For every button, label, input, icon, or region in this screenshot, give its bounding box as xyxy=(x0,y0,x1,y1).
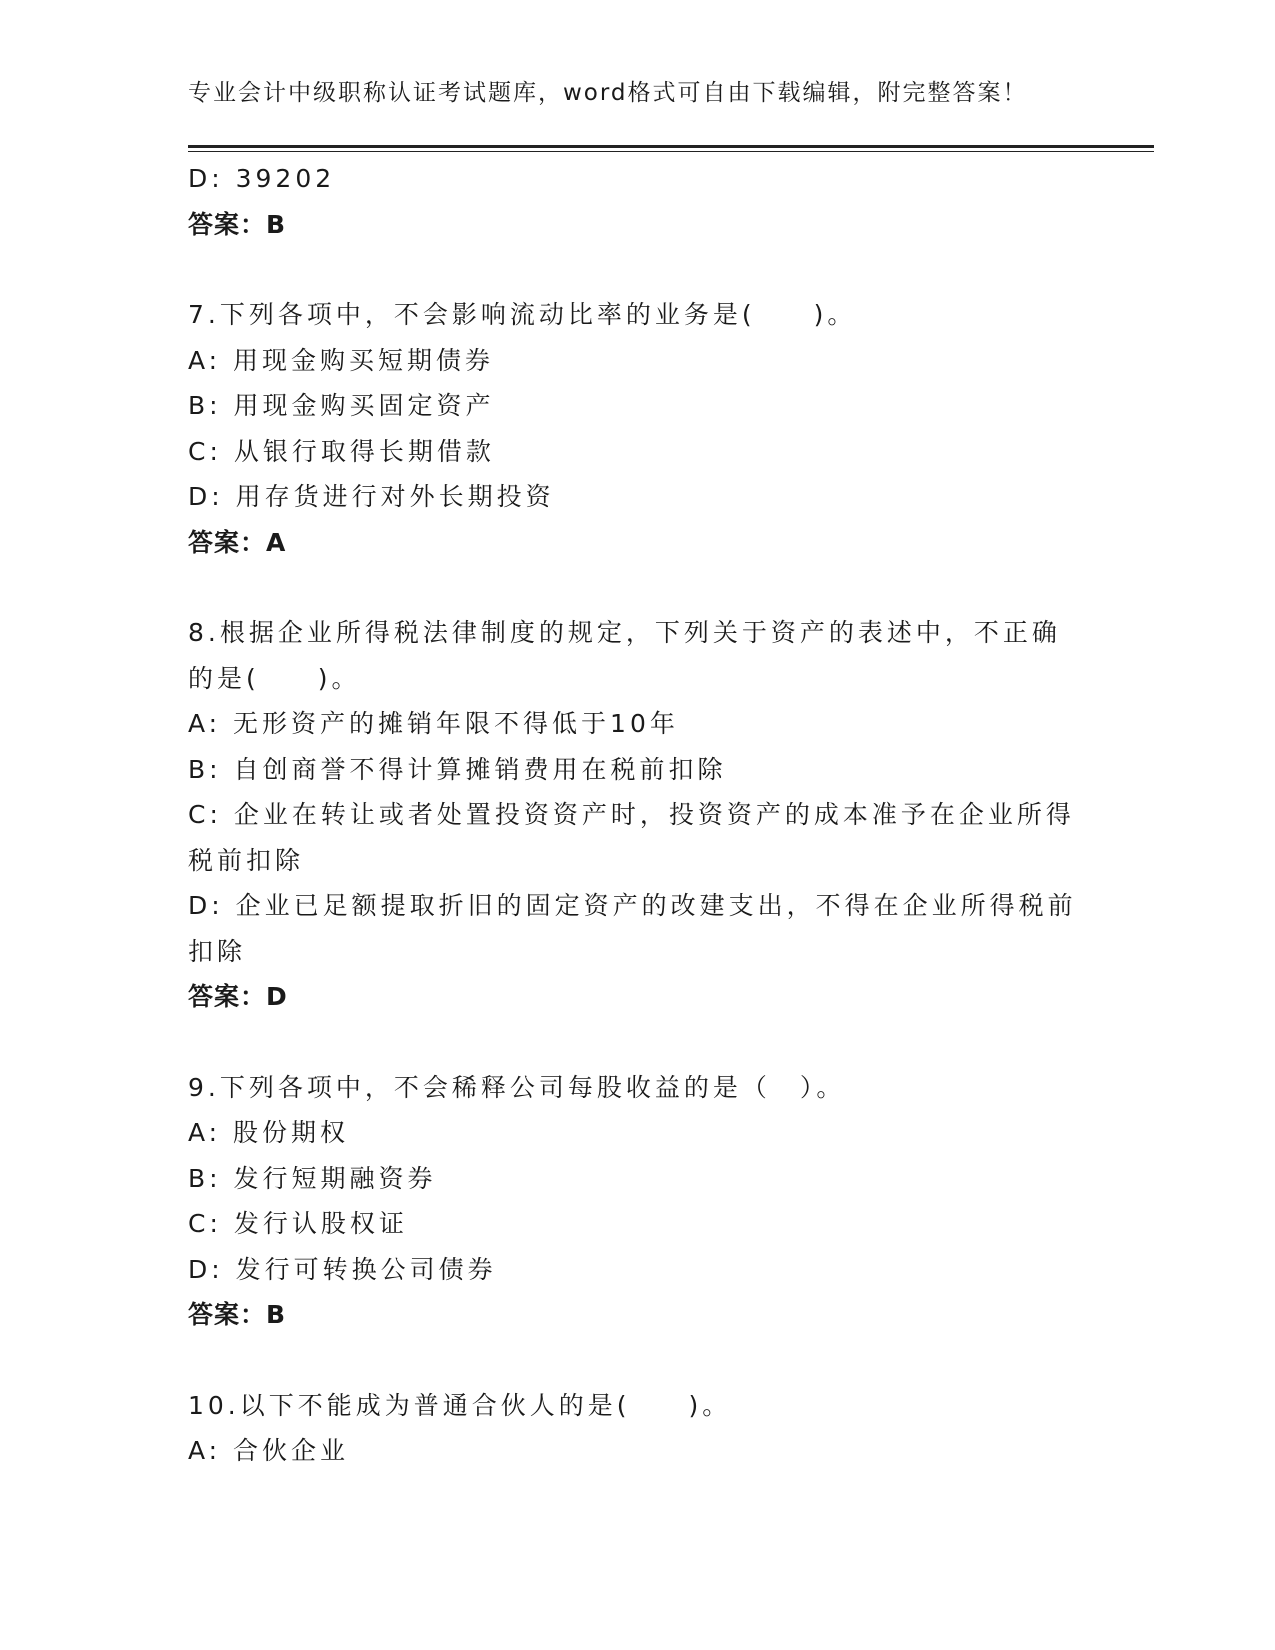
option-c: C: 从银行取得长期借款 xyxy=(188,436,495,466)
header-rule-thick xyxy=(188,145,1154,148)
option-c: C: 企业在转让或者处置投资资产时，投资资产的成本准予在企业所得 xyxy=(188,800,1075,829)
option-c-cont: 税前扣除 xyxy=(188,845,305,875)
question-9 xyxy=(188,1065,1088,1338)
option-b: B: 发行短期融资券 xyxy=(188,1163,437,1193)
option-c: C: 发行认股权证 xyxy=(188,1209,408,1238)
question-7 xyxy=(188,292,1088,565)
document-body xyxy=(188,156,1088,1474)
spacer xyxy=(188,565,1088,610)
answer: 答案：B xyxy=(188,209,287,239)
header-rule-thin xyxy=(188,151,1154,152)
question-stem: 7.下列各项中，不会影响流动比率的业务是( )。 xyxy=(188,300,857,329)
option-d-cont: 扣除 xyxy=(188,936,247,966)
question-stem: 9.下列各项中，不会稀释公司每股收益的是（ ）。 xyxy=(188,1072,846,1102)
option-d: D: 39202 xyxy=(188,164,336,193)
prev-question-tail xyxy=(188,156,1088,247)
spacer xyxy=(188,1338,1088,1383)
option-a: A: 合伙企业 xyxy=(188,1436,350,1465)
option-b: B: 用现金购买固定资产 xyxy=(188,391,495,420)
answer: 答案：D xyxy=(188,982,288,1011)
spacer xyxy=(188,247,1088,292)
question-stem: 8.根据企业所得税法律制度的规定，下列关于资产的表述中，不正确 xyxy=(188,618,1061,647)
question-8 xyxy=(188,610,1088,1020)
spacer xyxy=(188,1020,1088,1065)
option-d: D: 用存货进行对外长期投资 xyxy=(188,482,555,511)
question-10 xyxy=(188,1383,1088,1474)
page-header: 专业会计中级职称认证考试题库，word格式可自由下载编辑，附完整答案！ xyxy=(188,80,1028,106)
option-a: A: 用现金购买短期债券 xyxy=(188,345,495,375)
option-a: A: 无形资产的摊销年限不得低于10年 xyxy=(188,709,679,738)
question-stem: 10.以下不能成为普通合伙人的是( )。 xyxy=(188,1390,732,1420)
option-a: A: 股份期权 xyxy=(188,1118,350,1147)
question-stem-cont: 的是( )。 xyxy=(188,663,361,693)
option-b: B: 自创商誉不得计算摊销费用在税前扣除 xyxy=(188,754,727,784)
option-d: D: 发行可转换公司债券 xyxy=(188,1254,497,1284)
answer: 答案：B xyxy=(188,1300,287,1329)
option-d: D: 企业已足额提取折旧的固定资产的改建支出，不得在企业所得税前 xyxy=(188,891,1077,920)
answer: 答案：A xyxy=(188,527,287,557)
